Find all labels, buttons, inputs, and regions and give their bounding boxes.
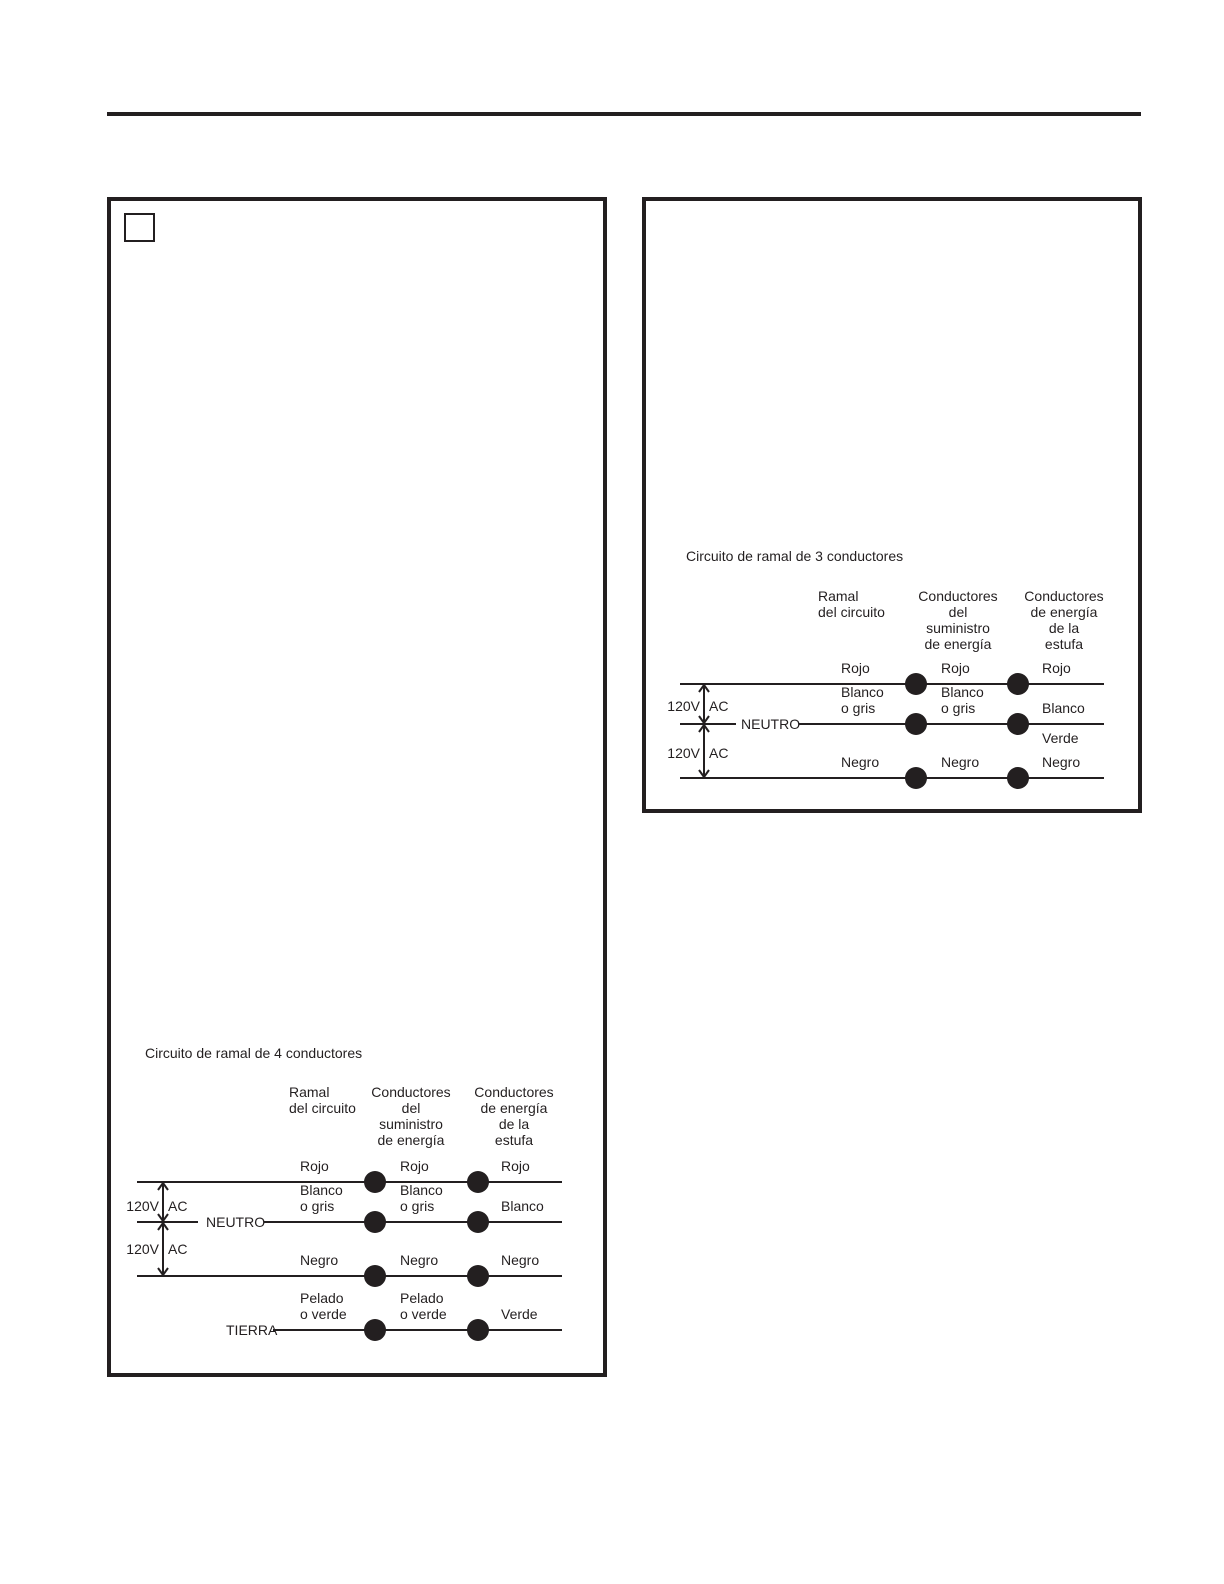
neutral-label: NEUTRO (206, 1214, 266, 1230)
wire-color-label: Blanco (501, 1198, 544, 1214)
wire-terminal (1007, 673, 1029, 695)
three-wire-title: Circuito de ramal de 3 conductores (686, 548, 904, 564)
wire-color-label: Rojo (841, 660, 870, 676)
ground-label: TIERRA (226, 1322, 278, 1338)
ac-label: AC (709, 745, 729, 761)
wire-color-label: Negro (941, 754, 980, 770)
column-header: Ramal del circuito (818, 588, 885, 620)
wire-color-label: Blanco o gris (300, 1182, 343, 1214)
wire-color-label: Negro (1042, 754, 1081, 770)
wire-color-label: Rojo (1042, 660, 1071, 676)
wire-color-label: Blanco o gris (941, 684, 984, 716)
wire-terminal (1007, 767, 1029, 789)
wire-color-label: Negro (300, 1252, 339, 1268)
wire-color-label: Rojo (501, 1158, 530, 1174)
wire-color-label: Negro (841, 754, 880, 770)
wire-color-label: Rojo (400, 1158, 429, 1174)
voltage-label: 120V (126, 1198, 159, 1214)
wire-color-label: Blanco o gris (400, 1182, 443, 1214)
voltage-label: 120V (667, 698, 700, 714)
wire-color-label: Rojo (941, 660, 970, 676)
column-header: Conductores del suministro de energía (918, 588, 998, 652)
ac-label: AC (168, 1241, 188, 1257)
column-header: Ramal del circuito (289, 1084, 356, 1116)
four-wire-title: Circuito de ramal de 4 conductores (145, 1045, 363, 1061)
wire-color-label: Negro (400, 1252, 439, 1268)
wire-terminal (1007, 713, 1029, 735)
wire-color-label: Blanco (1042, 700, 1085, 716)
wire-color-label: Pelado o verde (400, 1290, 447, 1322)
wire-color-label: Negro (501, 1252, 540, 1268)
column-header: Conductores de energía de la estufa (1024, 588, 1104, 652)
ac-label: AC (168, 1198, 188, 1214)
ac-label: AC (709, 698, 729, 714)
wire-color-label: Pelado o verde (300, 1290, 347, 1322)
column-header: Conductores del suministro de energía (371, 1084, 451, 1148)
wire-terminal (905, 673, 927, 695)
wire-terminal (905, 713, 927, 735)
wire-color-label: Rojo (300, 1158, 329, 1174)
wire-color-label: Verde (1042, 730, 1079, 746)
wire-color-label: Verde (501, 1306, 538, 1322)
voltage-label: 120V (667, 745, 700, 761)
voltage-label: 120V (126, 1241, 159, 1257)
wire-terminal (905, 767, 927, 789)
column-header: Conductores de energía de la estufa (474, 1084, 554, 1148)
neutral-label: NEUTRO (741, 716, 801, 732)
wire-color-label: Blanco o gris (841, 684, 884, 716)
